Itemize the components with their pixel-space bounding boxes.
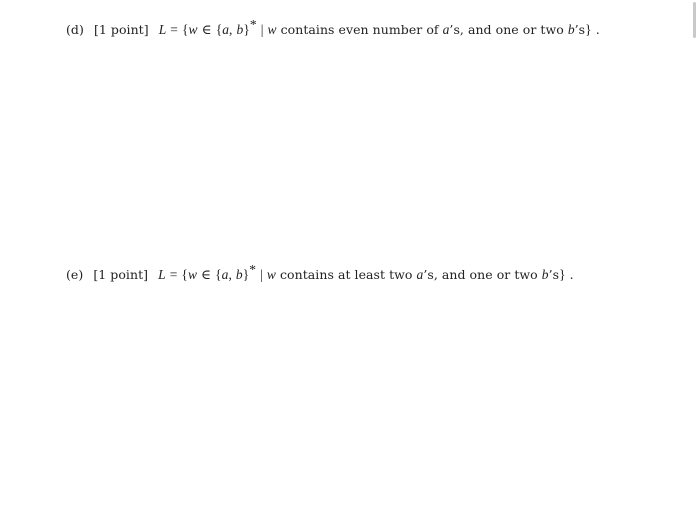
sentence-period: . [569, 267, 574, 283]
condition-text-2: ’s, and one or two [423, 267, 538, 283]
condition-text-1: contains at least two [280, 267, 413, 283]
alphabet-a: a [221, 267, 229, 283]
alphabet-b: b [236, 22, 244, 38]
kleene-star: * [249, 262, 257, 277]
equals-sign: = [169, 267, 178, 283]
problem-points: [1 point] [93, 22, 149, 38]
alphabet-open-brace: { [215, 267, 222, 283]
element-of-symbol: ∈ [201, 267, 212, 283]
set-close-brace: } [585, 22, 592, 38]
alphabet-a: a [222, 22, 230, 38]
alphabet-comma: , [228, 267, 232, 283]
symbol-a: a [416, 267, 424, 283]
problem-label: (e) [66, 267, 84, 283]
such-that-bar: | [260, 267, 263, 283]
alphabet-comma: , [229, 22, 233, 38]
symbol-a: a [442, 22, 450, 38]
alphabet-b: b [235, 267, 243, 283]
set-open-brace: { [182, 22, 189, 38]
alphabet-close-brace: } [243, 22, 250, 38]
variable-w: w [187, 267, 197, 283]
problem-d [66, 17, 600, 38]
element-of-symbol: ∈ [201, 22, 212, 38]
such-that-bar: | [260, 22, 264, 38]
problem-points: [1 point] [93, 267, 149, 283]
equals-sign: = [170, 22, 178, 38]
problem-e [66, 262, 574, 283]
condition-text-2: ’s, and one or two [449, 22, 564, 38]
kleene-star: * [249, 17, 257, 32]
condition-text-3: ’s [574, 22, 586, 38]
condition-text-3: ’s [548, 267, 560, 283]
language-symbol: L [158, 22, 167, 38]
alphabet-open-brace: { [215, 22, 223, 38]
variable-w-condition: w [267, 22, 277, 38]
symbol-b: b [567, 22, 575, 38]
set-open-brace: { [181, 267, 188, 283]
set-close-brace: } [559, 267, 566, 283]
variable-w-condition: w [266, 267, 276, 283]
problem-label: (d) [66, 22, 84, 38]
vertical-scrollbar[interactable] [693, 2, 696, 38]
language-symbol: L [158, 267, 166, 283]
sentence-period: . [595, 22, 600, 38]
condition-text-1: contains even number of [280, 22, 439, 38]
symbol-b: b [541, 267, 549, 283]
alphabet-close-brace: } [242, 267, 250, 283]
variable-w: w [188, 22, 198, 38]
